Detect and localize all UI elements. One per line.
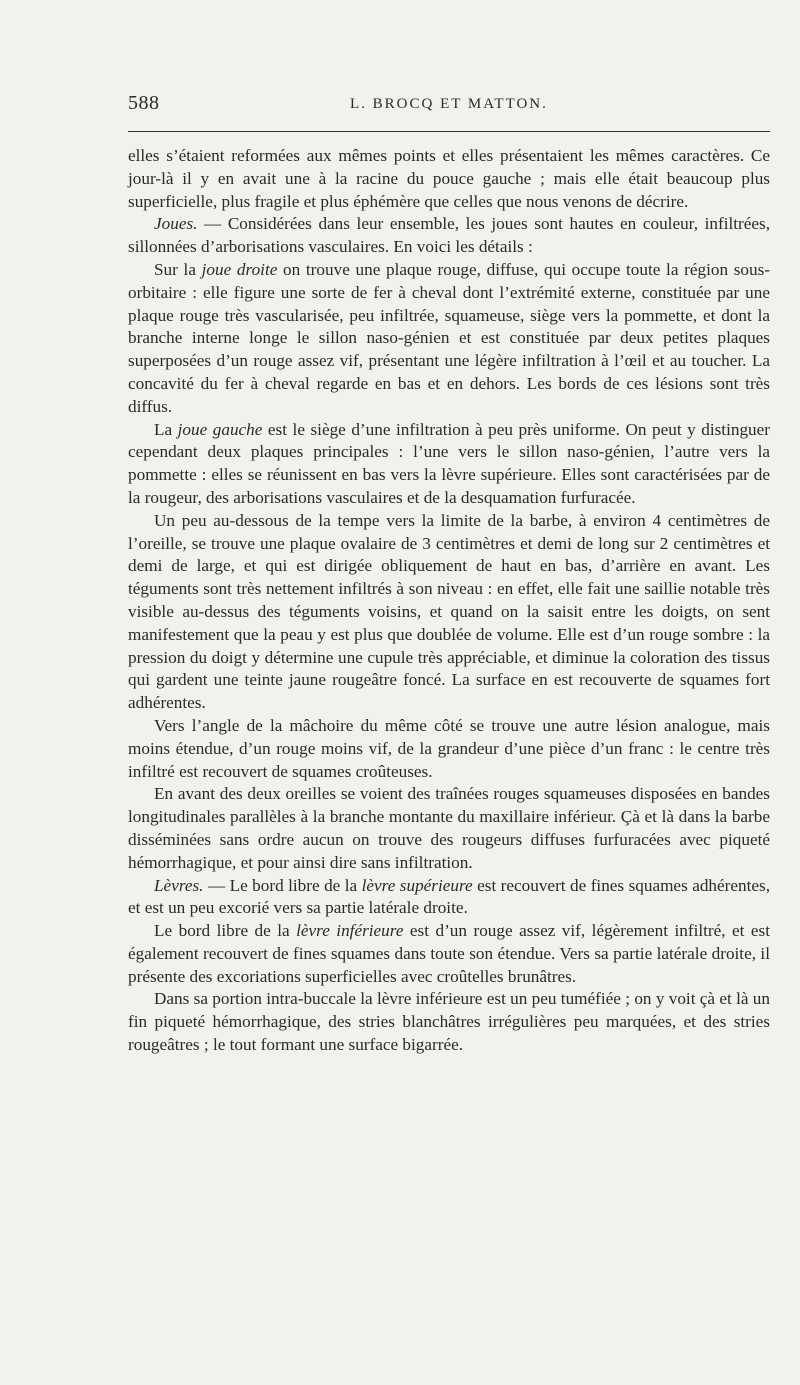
running-title: L. BROCQ ET MATTON. [350, 96, 548, 112]
section-lead-levres: Lèvres. [154, 875, 204, 895]
paragraph: elles s’étaient reformées aux mêmes points et elles présentaient les mêmes caractères. Ce jour-là il y en avait une à la racine du pouce gauche ; mais elle était beaucoup plus superficielle, plus fragile et plus éphémère que celles que nous venons de décrire. [128, 146, 770, 211]
header-rule [128, 131, 770, 132]
italic-term: joue gauche [177, 419, 263, 439]
paragraph: En avant des deux oreilles se voient des traînées rouges squameuses disposées en bandes longitudinales parallèles à la branche montante du maxillaire inférieur. Çà et là dans la barbe disséminées sans ordre aucun on trouve des rougeurs diffuses furfuracées avec piqueté hémorrhagique, et pour ainsi dire sans infiltration. [128, 784, 770, 872]
paragraph: Lèvres. — Le bord libre de la lèvre supérieure est recouvert de fines squames adhérentes, et est un peu excorié vers sa partie latérale droite. [128, 875, 770, 918]
paragraph: Joues. — Considérées dans leur ensemble, les joues sont hautes en couleur, infiltrées, sillonnées d’arborisations vasculaires. En voici les détails : [128, 214, 770, 257]
italic-term: lèvre inférieure [296, 921, 404, 941]
paragraph: Vers l’angle de la mâchoire du même côté se trouve une autre lésion analogue, mais moins étendue, d’un rouge moins vif, de la grandeur d’une pièce d’un franc : le centre très infiltré est recouvert de squames croûteuses. [128, 715, 770, 781]
paragraph: Dans sa portion intra-buccale la lèvre inférieure est un peu tuméfiée ; on y voit çà et là un fin piqueté hémorrhagique, des stries blanchâtres irrégulières peu marquées, et des stries rougeâtres ; le tout formant une surface bigarrée. [128, 989, 770, 1055]
page-number: 588 [128, 92, 160, 114]
italic-term: joue droite [201, 259, 278, 279]
italic-term: lèvre supérieure [361, 875, 473, 895]
paragraph: Sur la joue droite on trouve une plaque rouge, diffuse, qui occupe toute la région sous-orbitaire : elle figure une sorte de fer à cheval dont l’extrémité externe, constituée par une plaque rouge très vascularisée, peu infiltrée, squameuse, siège vers la pommette, et dont la branche interne longe le sillon naso-génien et est constituée par deux petites plaques superposées d’un rouge assez vif, présentant une légère infiltration à l’œil et au toucher. La concavité du fer à cheval regarde en bas et en dehors. Les bords de ces lésions sont très diffus. [128, 259, 771, 416]
body-text [128, 145, 770, 1057]
paragraph: Le bord libre de la lèvre inférieure est d’un rouge assez vif, légèrement infiltré, et est également recouvert de fines squames dans toute son étendue. Vers sa partie latérale droite, il présente des excoriations superficielles avec croûtelles brunâtres. [128, 921, 770, 986]
section-lead-joues: Joues. [154, 214, 198, 234]
paragraph: La joue gauche est le siège d’une infiltration à peu près uniforme. On peut y distinguer cependant deux plaques principales : l’une vers le sillon naso-génien, l’autre vers la pommette : elles se réunissent en bas vers la lèvre supérieure. Elles sont caractérisées par de la rougeur, des arborisations vasculaires et de la desquamation furfuracée. [128, 419, 770, 507]
page-header [128, 92, 770, 122]
paragraph: Un peu au-dessous de la tempe vers la limite de la barbe, à environ 4 centimètres de l’oreille, se trouve une plaque ovalaire de 3 centimètres et demi de long sur 2 centimètres et demi de large, et qui est dirigée obliquement de haut en bas, d’arrière en avant. Les téguments sont très nettement infiltrés à son niveau : en effet, elle fait une saillie notable très visible au-dessus des téguments voisins, et quand on la saisit entre les doigts, on sent manifestement que la peau y est plus que doublée de volume. Elle est d’un rouge sombre : la pression du doigt y détermine une cupule très appréciable, et diminue la coloration des tissus qui gardent une teinte jaune rougeâtre foncé. La surface en est recouverte de squames fort adhérentes. [128, 510, 770, 713]
